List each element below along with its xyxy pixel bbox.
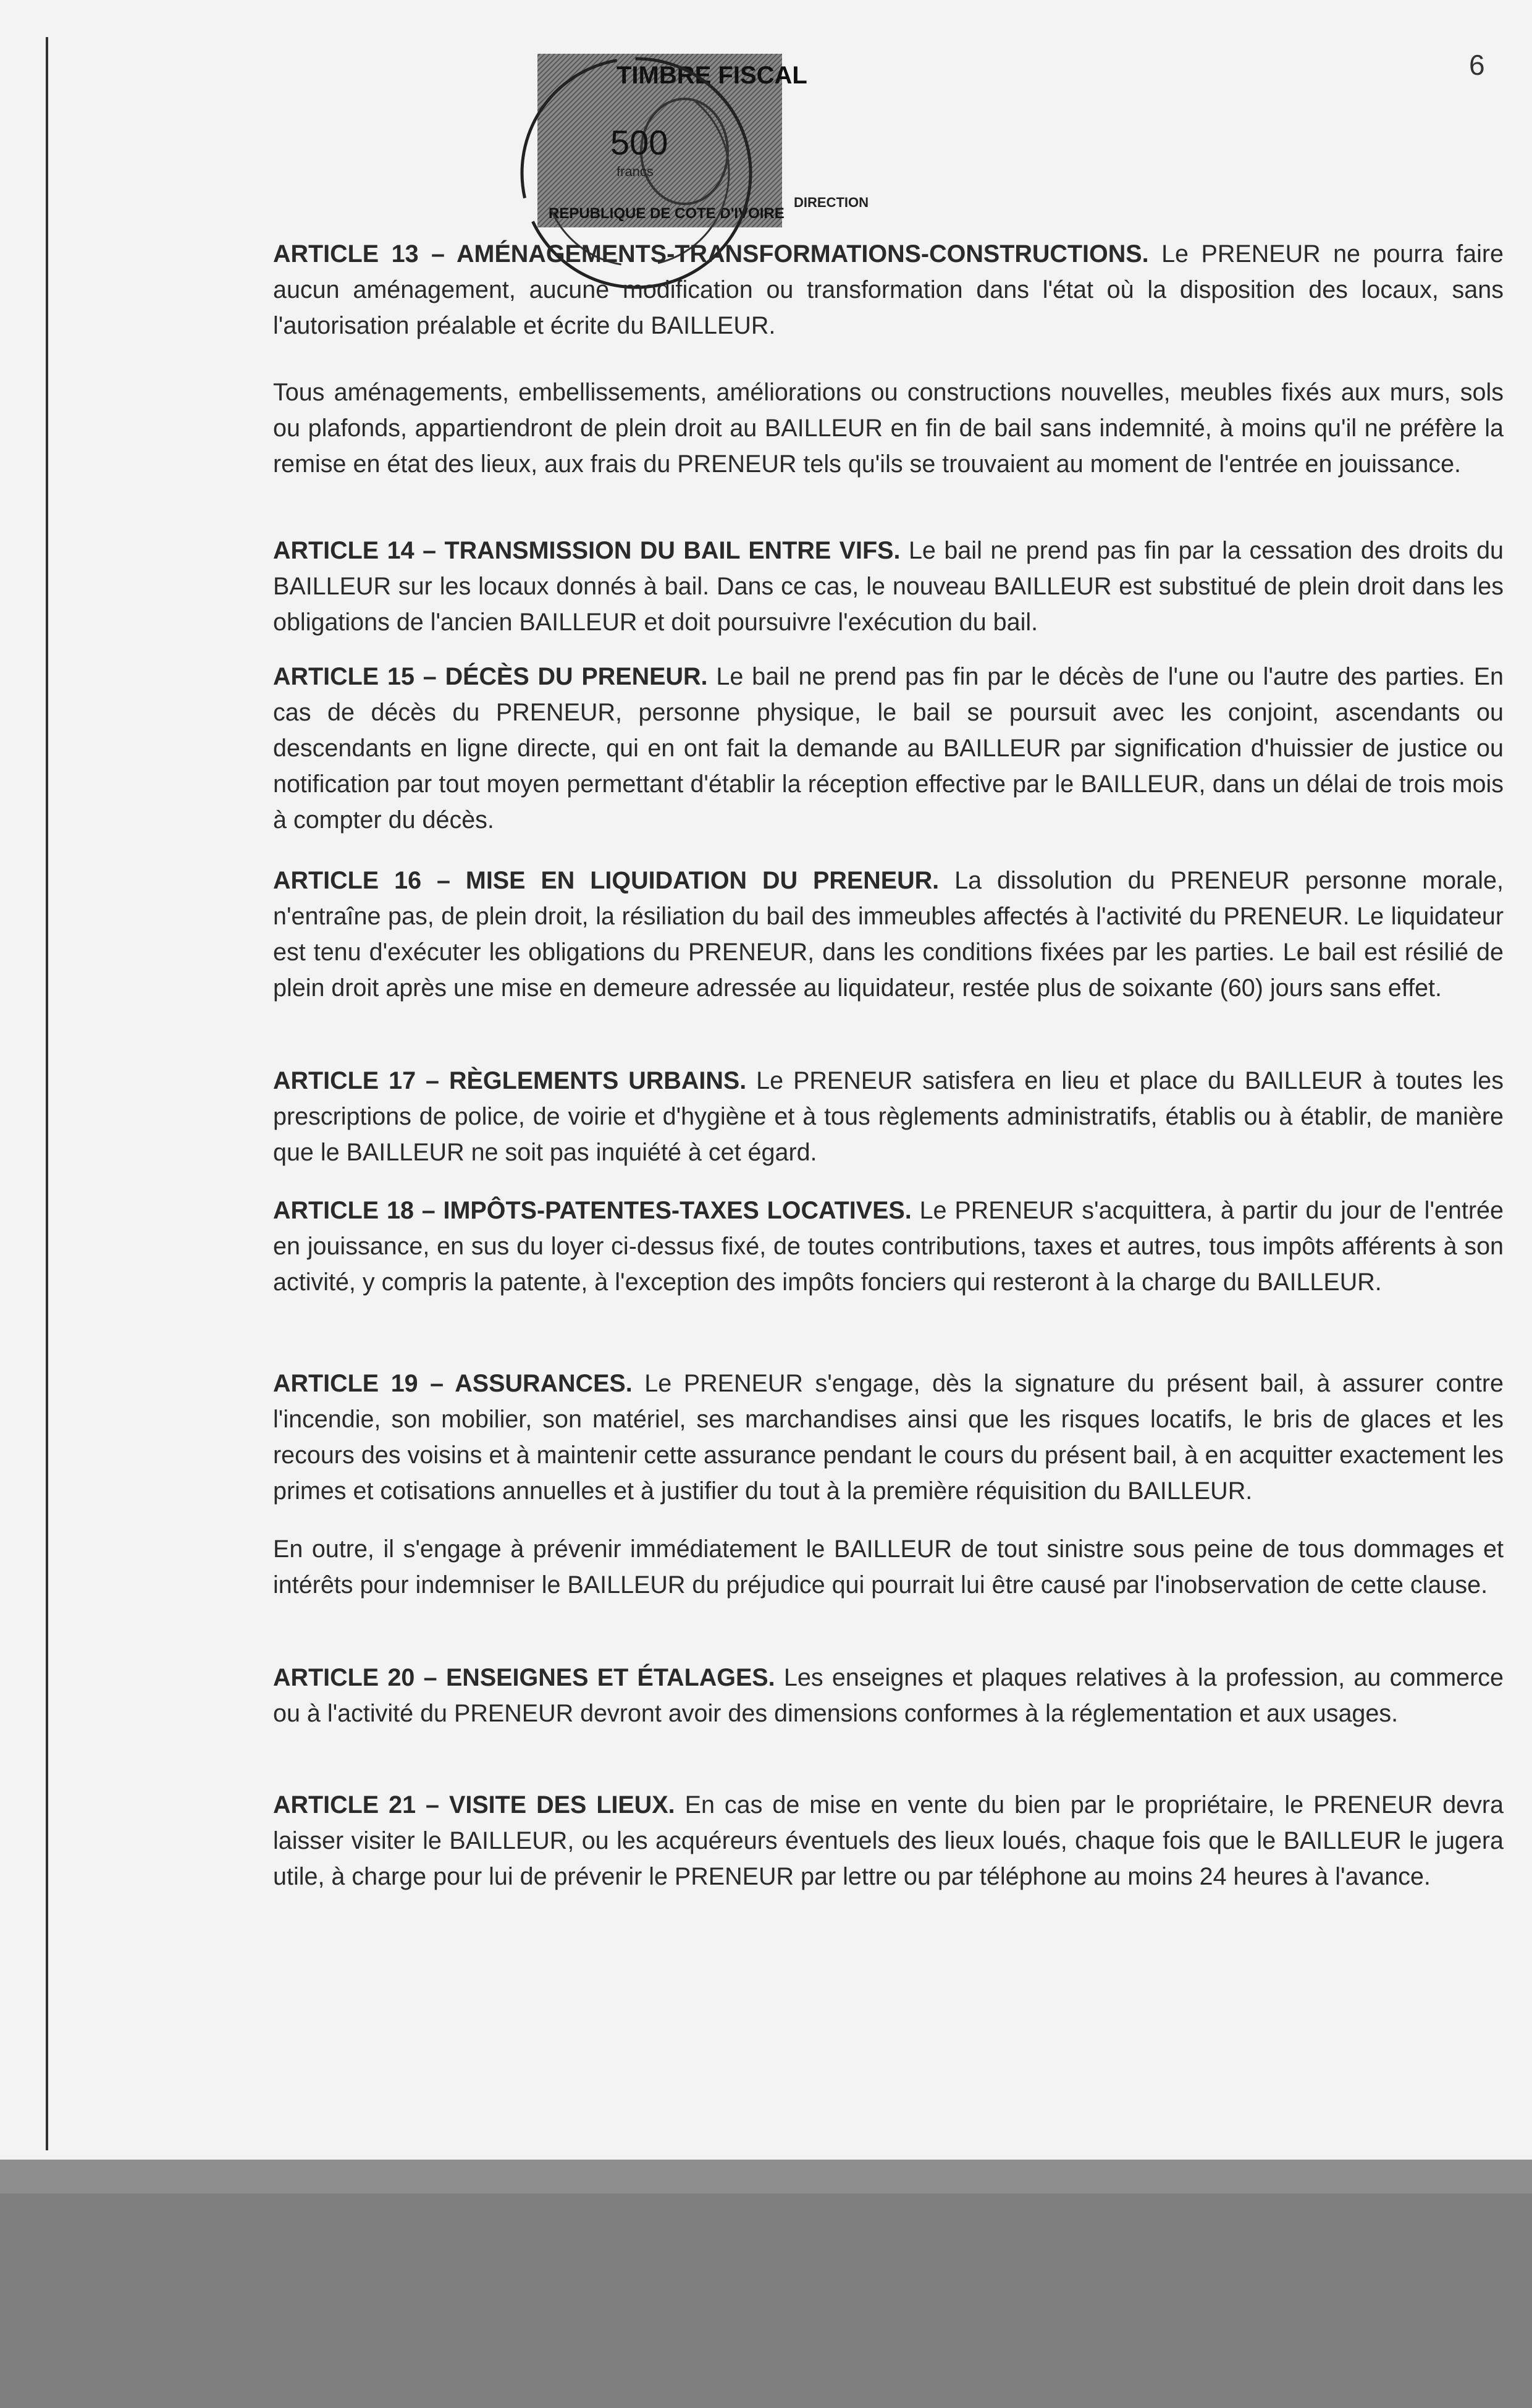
article-text: Le bail ne prend pas fin par la cessation des droits du BAILLEUR sur les locaux donnés à bail. Dans ce cas, le nouveau BAILLEUR est substitué de plein droit dans les obligations de l'ancien BAILLEUR et doit poursuivre l'exécution du bail. — [273, 537, 1504, 636]
article-text: La dissolution du PRENEUR personne morale, n'entraîne pas, de plein droit, la résiliation du bail des immeubles affectés à l'activité du PRENEUR. Le liquidateur est tenu d'exécuter les obligations du PRENEUR, dans les conditions fixées par les parties. Le bail est résilié de plein droit après une mise en demeure adressée au liquidateur, restée plus de soixante (60) jours sans effet. — [273, 867, 1504, 1002]
article-20 — [273, 1660, 1504, 1731]
article-text: Les enseignes et plaques relatives à la profession, au commerce ou à l'activité du PRENEUR devront avoir des dimensions conformes à la réglementation et aux usages. — [273, 1664, 1504, 1727]
article-heading: ARTICLE 13 – AMÉNAGEMENTS-TRANSFORMATIONS-CONSTRUCTIONS. — [273, 240, 1149, 268]
article-21 — [273, 1787, 1504, 1895]
article-text: En cas de mise en vente du bien par le propriétaire, le PRENEUR devra laisser visiter le BAILLEUR, ou les acquéreurs éventuels des lieux loués, chaque fois que le BAILLEUR le jugera utile, à charge pour lui de prévenir le PRENEUR par lettre ou par téléphone au moins 24 heures à l'avance. — [273, 1791, 1504, 1890]
article-14 — [273, 533, 1504, 640]
page-number: 6 — [1469, 49, 1485, 81]
stamp-value: 500 — [610, 123, 668, 162]
article-13-paragraph-2 — [273, 374, 1504, 482]
binding-edge-line — [46, 37, 48, 2150]
article-heading: ARTICLE 18 – IMPÔTS-PATENTES-TAXES LOCATIVES. — [273, 1197, 912, 1224]
article-heading: ARTICLE 15 – DÉCÈS DU PRENEUR. — [273, 663, 708, 690]
article-text: Le PRENEUR ne pourra faire aucun aménagement, aucune modification ou transformation dans l'état où la disposition des locaux, sans l'autorisation préalable et écrite du BAILLEUR. — [273, 240, 1504, 339]
article-heading: ARTICLE 16 – MISE EN LIQUIDATION DU PRENEUR. — [273, 867, 940, 894]
article-heading: ARTICLE 17 – RÈGLEMENTS URBAINS. — [273, 1067, 747, 1094]
postmark-text: DIRECTION — [794, 195, 869, 210]
article-text: En outre, il s'engage à prévenir immédiatement le BAILLEUR de tout sinistre sous peine de tous dommages et intérêts pour indemniser le BAILLEUR du préjudice qui pourrait lui être causé par l'inobservation de cette clause. — [273, 1536, 1504, 1599]
article-text: Le PRENEUR satisfera en lieu et place du BAILLEUR à toutes les prescriptions de police, de voirie et d'hygiène et à tous règlements administratifs, établis ou à établir, de manière que le BAILLEUR ne soit pas inquiété à cet égard. — [273, 1067, 1504, 1166]
stamp-title: TIMBRE FISCAL — [617, 62, 807, 89]
article-text: Le PRENEUR s'acquittera, à partir du jour de l'entrée en jouissance, en sus du loyer ci-dessus fixé, de toutes contributions, taxes et autres, tous impôts afférents à son activité, y compris la patente, à l'exception des impôts fonciers qui resteront à la charge du BAILLEUR. — [273, 1197, 1504, 1296]
article-19-paragraph-2 — [273, 1531, 1504, 1603]
article-18 — [273, 1193, 1504, 1300]
article-19 — [273, 1366, 1504, 1509]
article-13 — [273, 236, 1504, 344]
stamp-currency: francs — [617, 164, 654, 179]
article-heading: ARTICLE 19 – ASSURANCES. — [273, 1370, 633, 1397]
article-text: Tous aménagements, embellissements, améliorations ou constructions nouvelles, meubles fixés aux murs, sols ou plafonds, appartiendront de plein droit au BAILLEUR en fin de bail sans indemnité, à moins qu'il ne préfère la remise en état des lieux, aux frais du PRENEUR tels qu'ils se trouvaient au moment de l'entrée en jouissance. — [273, 379, 1504, 478]
article-text: Le bail ne prend pas fin par le décès de l'une ou l'autre des parties. En cas de décès du PRENEUR, personne physique, le bail se poursuit avec les conjoint, ascendants ou descendants en ligne directe, qui en ont fait la demande au BAILLEUR par signification d'huissier de justice ou notification par tout moyen permettant d'établir la réception effective par le BAILLEUR, dans un délai de trois mois à compter du décès. — [273, 663, 1504, 834]
article-15 — [273, 659, 1504, 838]
article-heading: ARTICLE 21 – VISITE DES LIEUX. — [273, 1791, 675, 1819]
article-16 — [273, 863, 1504, 1006]
article-heading: ARTICLE 14 – TRANSMISSION DU BAIL ENTRE VIFS. — [273, 537, 901, 564]
stamp-country: REPUBLIQUE DE COTE D'IVOIRE — [549, 205, 785, 222]
article-text: Le PRENEUR s'engage, dès la signature du présent bail, à assurer contre l'incendie, son mobilier, son matériel, ses marchandises ainsi que les risques locatifs, le bris de glaces et les recours des voisins et à maintenir cette assurance pendant le cours du présent bail, à en acquitter exactement les primes et cotisations annuelles et à justifier du tout à la première réquisition du BAILLEUR. — [273, 1370, 1504, 1505]
article-heading: ARTICLE 20 – ENSEIGNES ET ÉTALAGES. — [273, 1664, 775, 1691]
scan-edge-shadow — [0, 2160, 1532, 2194]
article-17 — [273, 1063, 1504, 1170]
